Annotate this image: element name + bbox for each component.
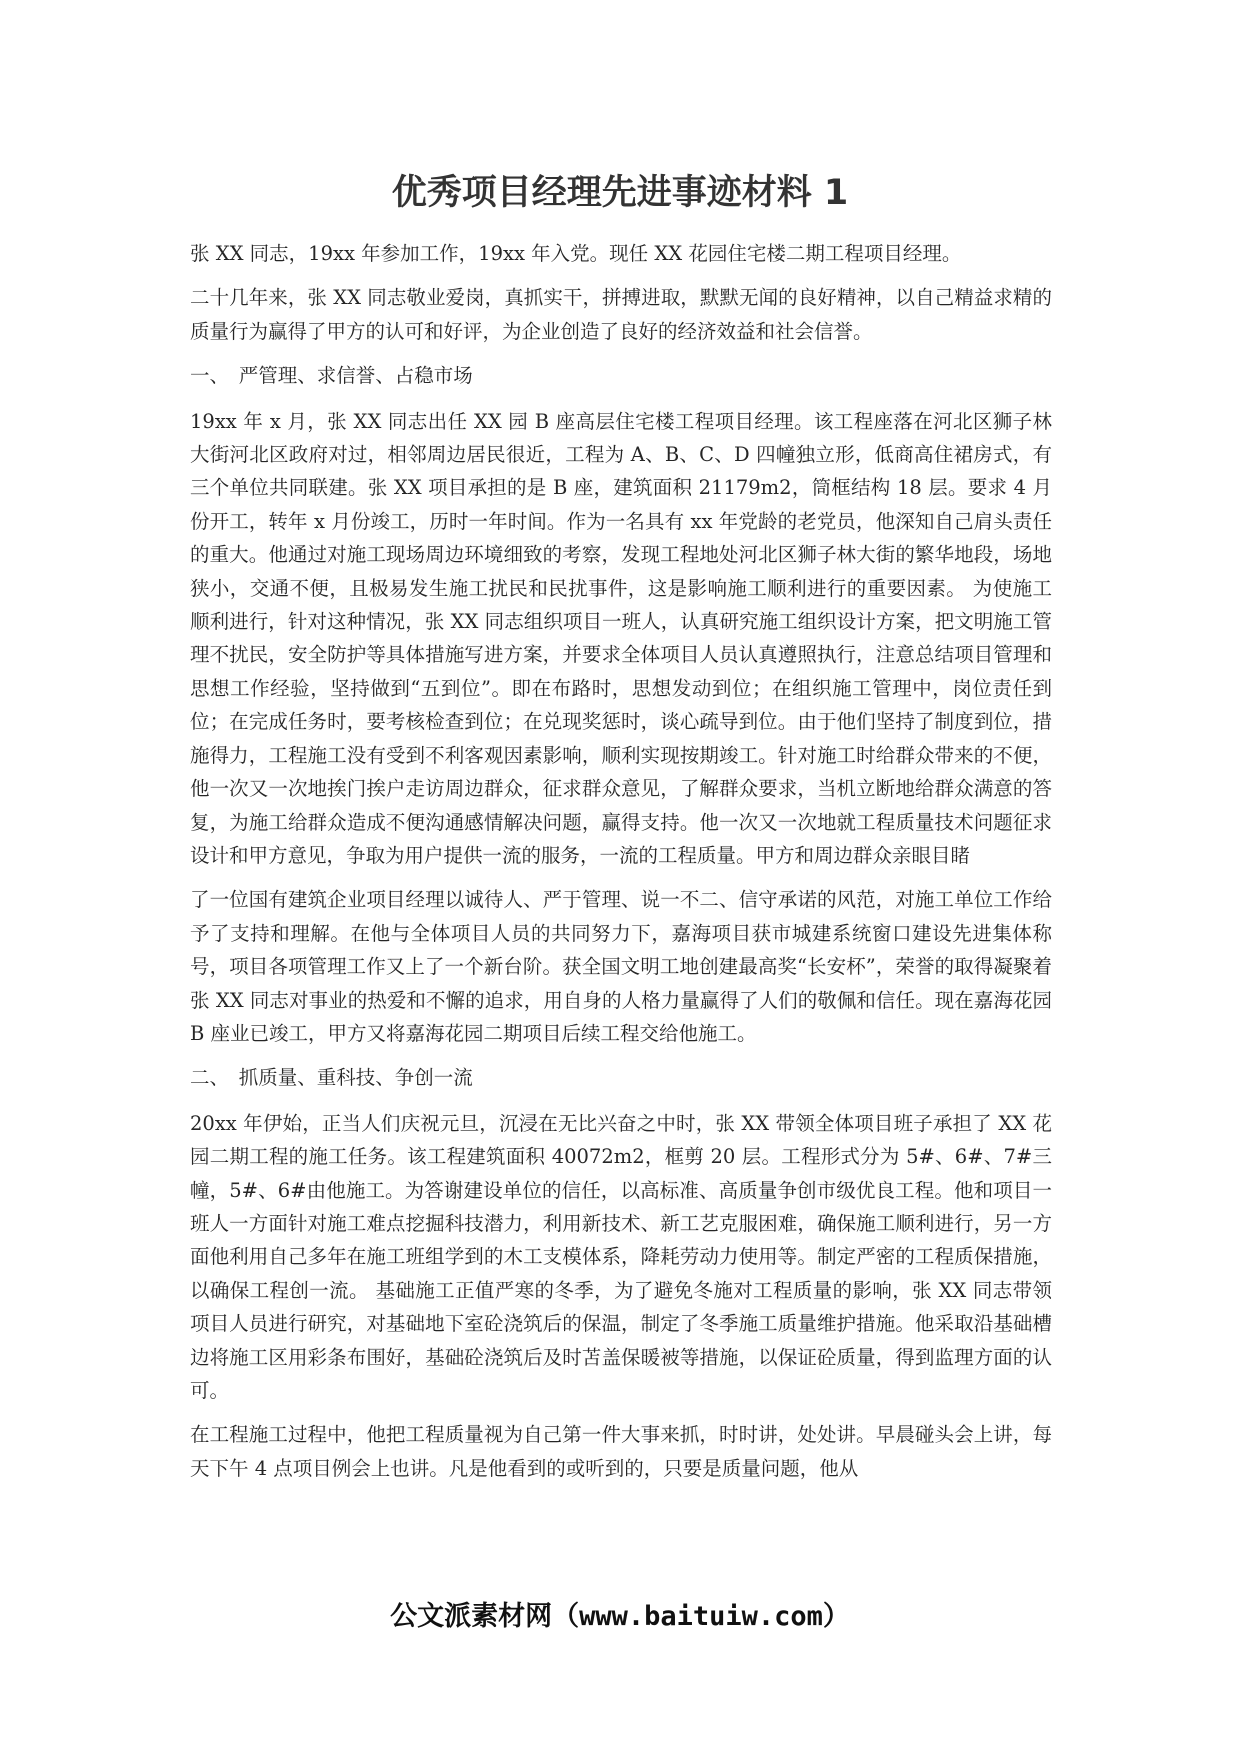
footer-url: （www.baituiw.com） (552, 1601, 850, 1632)
paragraph-intro: 张 XX 同志，19xx 年参加工作，19xx 年入党。现任 XX 花园住宅楼二期工程项目经理。 (190, 242, 962, 265)
paragraph-section1-body: 19xx 年 x 月，张 XX 同志出任 XX 园 B 座高层住宅楼工程项目经理。该工程座落在河北区狮子林大街河北区政府对过，相邻周边居民很近，工程为 A、B、C、D 四幢独立形，低商高住裙房式，有三个单位共同联建。张 XX 项目承担的是 B 座，建筑面积 21179m2，筒框结构 18 层。要求 4 月份开工，转年 x 月份竣工，历时一年时间。作为一名具有 xx 年党龄的老党员，他深知自己肩头责任的重大。他通过对施工现场周边环境细致的考察，发现工程地处河北区狮子林大街的繁华地段，场地狭小，交通不便，且极易发生施工扰民和民扰事件，这是影响施工顺利进行的重要因素。 为使施工顺利进行，针对这种情况，张 XX 同志组织项目一班人，认真研究施工组织设计方案，把文明施工管理不扰民，安全防护等具体措施写进方案，并要求全体项目人员认真遵照执行，注意总结项目管理和思想工作经验，坚持做到“五到位”。即在布路时，思想发动到位；在组织施工管理中，岗位责任到位；在完成任务时，要考核检查到位；在兑现奖惩时，谈心疏导到位。由于他们坚持了制度到位，措施得力，工程施工没有受到不利客观因素影响，顺利实现按期竣工。针对施工时给群众带来的不便，他一次又一次地挨门挨户走访周边群众，征求群众意见，了解群众要求，当机立断地给群众满意的答复，为施工给群众造成不便沟通感情解决问题，赢得支持。他一次又一次地就工程质量技术问题征求设计和甲方意见，争取为用户提供一流的服务，一流的工程质量。甲方和周边群众亲眼目睹 (190, 409, 1052, 867)
paragraph-section1-continued: 了一位国有建筑企业项目经理以诚待人、严于管理、说一不二、信守承诺的风范，对施工单位工作给予了支持和理解。在他与全体项目人员的共同努力下，嘉海项目获市城建系统窗口建设先进集体称号，项目各项管理工作又上了一个新台阶。获全国文明工地创建最高奖“长安杯”，荣誉的取得凝聚着张 XX 同志对事业的热爱和不懈的追求，用自身的人格力量赢得了人们的敬佩和信任。现在嘉海花园 B 座业已竣工，甲方又将嘉海花园二期项目后续工程交给他施工。 (190, 888, 1052, 1045)
document-body (190, 237, 1052, 1496)
paragraph-summary: 二十几年来，张 XX 同志敬业爱岗，真抓实干，拼搏进取，默默无闻的良好精神，以自己精益求精的质量行为赢得了甲方的认可和好评，为企业创造了良好的经济效益和社会信誉。 (190, 286, 1052, 343)
paragraph-quality: 在工程施工过程中，他把工程质量视为自己第一件大事来抓，时时讲，处处讲。早晨碰头会上讲，每天下午 4 点项目例会上也讲。凡是他看到的或听到的，只要是质量问题，他从 (190, 1423, 1052, 1480)
document-title: 优秀项目经理先进事迹材料 1 (391, 173, 849, 213)
section-heading-2: 二、 抓质量、重科技、争创一流 (190, 1066, 473, 1090)
section-heading-1: 一、 严管理、求信誉、占稳市场 (190, 364, 473, 388)
footer-site-name: 公文派素材网 (390, 1601, 553, 1632)
footer-watermark (0, 1598, 1240, 1636)
paragraph-section2-body: 20xx 年伊始，正当人们庆祝元旦，沉浸在无比兴奋之中时，张 XX 带领全体项目班子承担了 XX 花园二期工程的施工任务。该工程建筑面积 40072m2，框剪 20 层。工程形式分为 5#、6#、7#三幢，5#、6#由他施工。为答谢建设单位的信任，以高标准、高质量争创市级优良工程。他和项目一班人一方面针对施工难点挖掘科技潜力，利用新技术、新工艺克服困难，确保施工顺利进行，另一方面他利用自己多年在施工班组学到的木工支模体系，降耗劳动力使用等。制定严密的工程质保措施，以确保工程创一流。 基础施工正值严寒的冬季，为了避免冬施对工程质量的影响，张 XX 同志带领项目人员进行研究，对基础地下室砼浇筑后的保温，制定了冬季施工质量维护措施。他采取沿基础槽边将施工区用彩条布围好，基础砼浇筑后及时苫盖保暖被等措施，以保证砼质量，得到监理方面的认可。 (190, 1111, 1052, 1402)
